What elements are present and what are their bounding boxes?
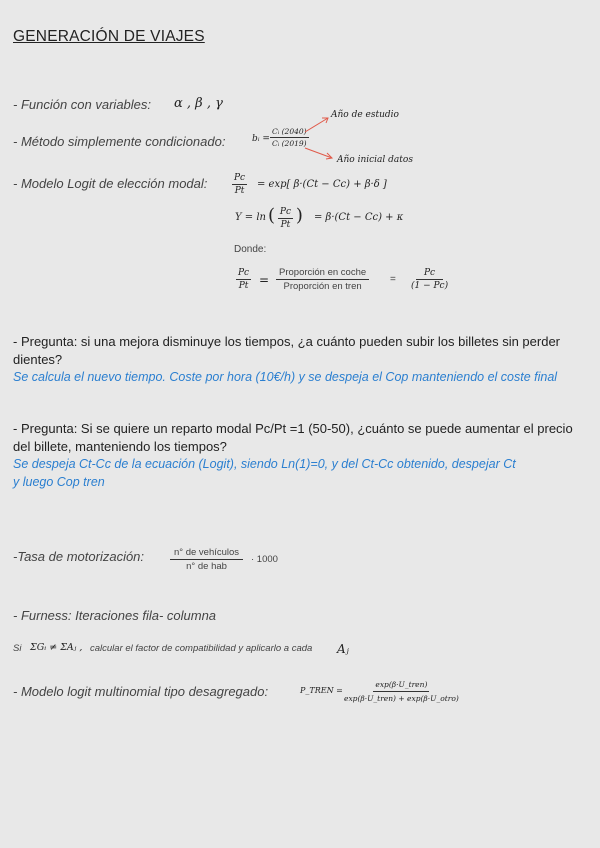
logit-eq1-num: Pc (234, 173, 246, 183)
si-aj: Aⱼ (337, 642, 349, 656)
arrow-top (305, 118, 328, 132)
multinomial-den: exp(β·U_tren) + exp(β·U_otro) (344, 694, 459, 703)
logit-eq2-rhs: = β·(Ct − Cc) + κ (314, 212, 404, 223)
proporcion-frac (276, 267, 369, 292)
donde-frac-num: Pc (238, 268, 250, 278)
metodo-note-bottom: Año inicial datos (337, 155, 413, 165)
arrow-bottom (305, 148, 332, 158)
logit-eq1-rhs: = exp[ β·(Ct − Cc) + β·δ ] (257, 179, 387, 190)
pregunta-1: - Pregunta: si una mejora disminuye los tiempos, ¿a cuánto pueden subir los billetes sin perder dientes? (13, 334, 561, 367)
respuesta-1: Se calcula el nuevo tiempo. Coste por hora (10€/h) y se despeja el Cop manteniendo el coste final (13, 370, 558, 384)
proporcion-num: Proporción en coche (276, 267, 369, 280)
multinomial-label: - Modelo logit multinomial tipo desagregado: (13, 684, 269, 699)
pregunta-2: - Pregunta: Si se quiere un reparto modal Pc/Pt =1 (50-50), ¿cuánto se puede aumentar el precio del billete, manteniendo los tiempos? (13, 421, 573, 454)
metodo-num: Cᵢ (2040) (272, 127, 307, 136)
metodo-arrows (300, 112, 340, 162)
si-prefix: Si (13, 643, 22, 654)
donde-label: Donde: (234, 244, 267, 255)
multinomial-frac (342, 680, 461, 703)
resultado-den: (1 − Pc) (411, 281, 449, 291)
metodo-note-top: Año de estudio (331, 110, 399, 120)
logit-eq1-frac (232, 173, 247, 196)
respuesta-2-linea-2: y luego Cop tren (13, 475, 105, 489)
si-math: ΣGᵢ ≠ ΣAⱼ , (30, 642, 83, 653)
furness-label: - Furness: Iteraciones fila- columna (13, 608, 217, 623)
metodo-den: Cᵢ (2019) (272, 139, 307, 148)
page-title: GENERACIÓN DE VIAJES (13, 28, 205, 45)
tasa-mult: · 1000 (251, 554, 278, 565)
logit-label: - Modelo Logit de elección modal: (13, 176, 208, 191)
funcion-label: - Función con variables: (13, 97, 152, 112)
logit-eq2-den: Pt (280, 220, 291, 230)
logit-eq2-lhs: Y = ln (235, 212, 266, 223)
tasa-label: -Tasa de motorización: (13, 549, 145, 564)
proporcion-den: Proporción en tren (283, 281, 362, 292)
tasa-num: n° de vehículos (170, 547, 243, 560)
resultado-num: Pc (416, 268, 443, 280)
donde-frac (236, 268, 251, 291)
logit-eq2-frac (278, 207, 293, 230)
donde-frac-den: Pt (238, 281, 249, 291)
si-text: calcular el factor de compatibilidad y aplicarlo a cada (90, 643, 313, 654)
tasa-den: n° de hab (186, 561, 227, 572)
donde-equals: = (259, 273, 270, 287)
resultado-frac (409, 268, 450, 291)
multinomial-lhs: P_TREN = (300, 686, 343, 695)
respuesta-2-linea-1: Se despeja Ct-Cc de la ecuación (Logit), siendo Ln(1)=0, y del Ct-Cc obtenido, despejar Ct (13, 457, 516, 471)
metodo-label: - Método simplemente condicionado: (13, 134, 226, 149)
logit-eq2-num: Pc (279, 207, 292, 217)
proporcion-equals: = (390, 274, 396, 285)
logit-eq1-den: Pt (234, 186, 245, 196)
multinomial-num: exp(β·U_tren) (373, 680, 429, 692)
funcion-math: α , β , γ (174, 96, 223, 111)
metodo-lhs: bᵢ = (252, 134, 270, 144)
tasa-frac (170, 547, 243, 572)
